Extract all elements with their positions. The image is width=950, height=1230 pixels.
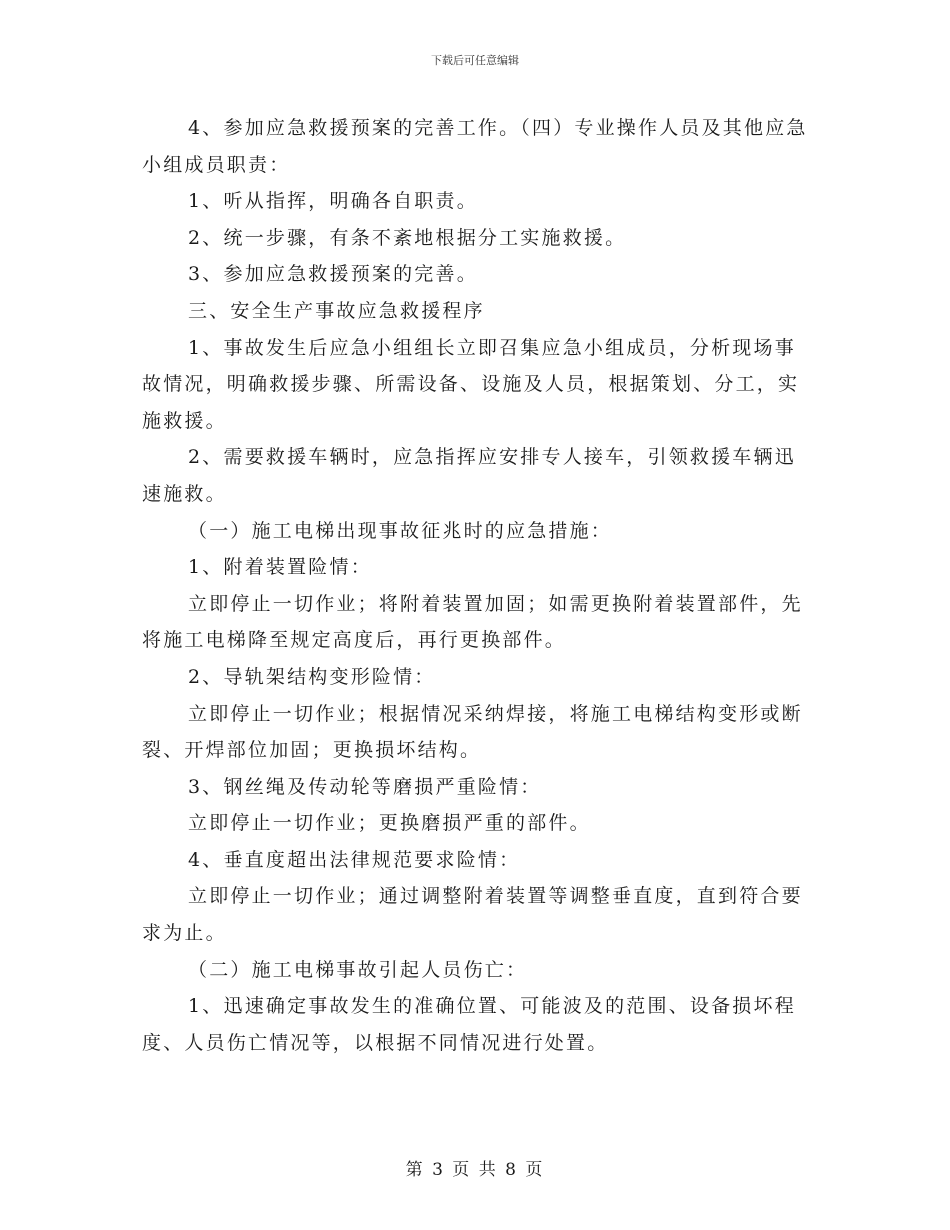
paragraph: 1、事故发生后应急小组组长立即召集应急小组成员，分析现场事故情况，明确救援步骤、所需设备、设施及人员，根据策划、分工，实施救援。 <box>142 336 800 432</box>
paragraph: 3、钢丝绳及传动轮等磨损严重险情： <box>188 775 542 798</box>
paragraph: 4、垂直度超出法律规范要求险情： <box>188 848 521 871</box>
paragraph: 立即停止一切作业；更换磨损严重的部件。 <box>188 812 591 835</box>
page-header-note: 下载后可任意编辑 <box>431 54 519 67</box>
subsection-heading: （二）施工电梯事故引起人员伤亡： <box>188 958 528 981</box>
paragraph: 2、导轨架结构变形险情： <box>188 665 436 688</box>
paragraph: 1、附着装置险情： <box>188 556 372 579</box>
subsection-heading: （一）施工电梯出现事故征兆时的应急措施： <box>188 519 613 542</box>
section-heading: 三、安全生产事故应急救援程序 <box>188 299 485 322</box>
paragraph: 1、听从指挥，明确各自职责。 <box>188 190 478 213</box>
paragraph: 1、迅速确定事故发生的准确位置、可能波及的范围、设备损坏程度、人员伤亡情况等，以根据不同情况进行处置。 <box>142 995 796 1054</box>
paragraph: 立即停止一切作业；将附着装置加固；如需更换附着装置部件，先将施工电梯降至规定高度后，再行更换部件。 <box>142 592 803 652</box>
paragraph: 2、需要救援车辆时，应急指挥应安排专人接车，引领救援车辆迅速施救。 <box>142 446 796 505</box>
paragraph: 立即停止一切作业；根据情况采纳焊接，将施工电梯结构变形或断裂、开焊部位加固；更换损坏结构。 <box>142 702 803 762</box>
document-body <box>142 110 810 1061</box>
paragraph: 3、参加应急救援预案的完善。 <box>188 263 478 286</box>
paragraph: 立即停止一切作业；通过调整附着装置等调整垂直度，直到符合要求为止。 <box>142 885 803 945</box>
paragraph: 2、统一步骤，有条不紊地根据分工实施救援。 <box>188 226 627 249</box>
page-number-footer: 第 3 页 共 8 页 <box>405 1160 545 1180</box>
paragraph: 4、参加应急救援预案的完善工作。（四）专业操作人员及其他应急小组成员职责： <box>142 117 808 176</box>
